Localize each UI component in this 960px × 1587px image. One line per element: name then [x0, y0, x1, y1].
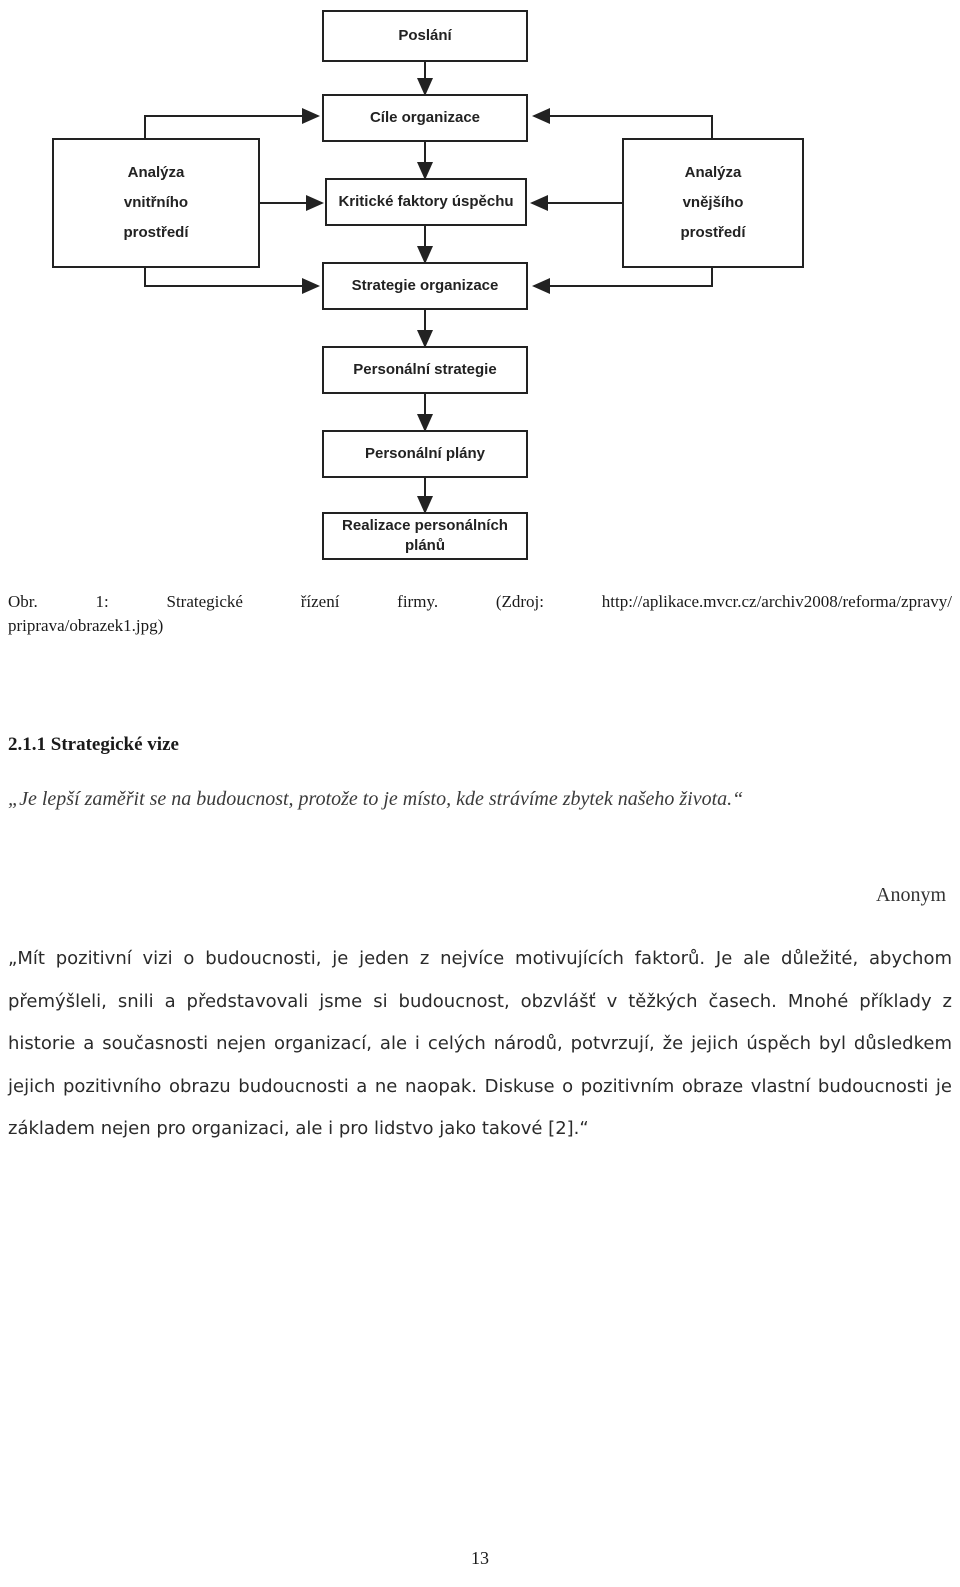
box-internal-analysis: [52, 138, 260, 268]
box-hr-strategy: Personální strategie: [322, 346, 528, 394]
section-heading: 2.1.1 Strategické vize: [8, 734, 179, 755]
figure-caption-line-2: priprava/obrazek1.jpg): [8, 616, 164, 635]
figure-caption-line-1: Obr. 1: Strategické řízení firmy. (Zdroj: http://aplikace.mvcr.cz/archiv2008/reforma/zpravy/: [8, 592, 952, 611]
internal-analysis-line-1: Analýza: [127, 164, 185, 181]
box-hr-plans: Personální plány: [322, 430, 528, 478]
internal-analysis-line-2: vnitřního: [123, 194, 189, 211]
external-analysis-line-3: prostředí: [680, 224, 746, 241]
external-analysis-line-1: Analýza: [684, 164, 742, 181]
box-success-factors: Kritické faktory úspěchu: [325, 178, 527, 226]
internal-analysis-line-3: prostředí: [123, 224, 189, 241]
box-goals: Cíle organizace: [322, 94, 528, 142]
arrow-external-strategy: [534, 268, 712, 286]
box-hr-implementation: Realizace personálních plánů: [322, 512, 528, 560]
arrow-external-goals: [534, 116, 712, 138]
box-external-analysis: [622, 138, 804, 268]
page-number: 13: [471, 1548, 489, 1568]
arrow-internal-strategy: [145, 268, 318, 286]
body-paragraph: „Mít pozitivní vizi o budoucnosti, je jeden z nejvíce motivujících faktorů. Je ale důležité, abychom přemýšleli, snili a představovali jsme si budoucnost, obzvlášť v těžkých časech. Mnohé příklady z historie a současnosti nejen organizací, ale i celých národů, potvrzují, že jejich úspěch byl důsledkem jejich pozitivního obrazu budoucnosti a ne naopak. Diskuse o pozitivním obraze vlastní budoucnosti je základem nejen pro organizaci, ale i pro lidstvo jako takové [2].“: [8, 948, 952, 1139]
quote: „Je lepší zaměřit se na budoucnost, protože to je místo, kde strávíme zbytek našeho života.“: [8, 788, 744, 810]
box-strategy: Strategie organizace: [322, 262, 528, 310]
quote-author: Anonym: [876, 884, 946, 906]
box-mission: Poslání: [322, 10, 528, 62]
external-analysis-line-2: vnějšího: [682, 194, 744, 211]
strategic-management-diagram: [0, 0, 960, 570]
arrow-internal-goals: [145, 116, 318, 138]
